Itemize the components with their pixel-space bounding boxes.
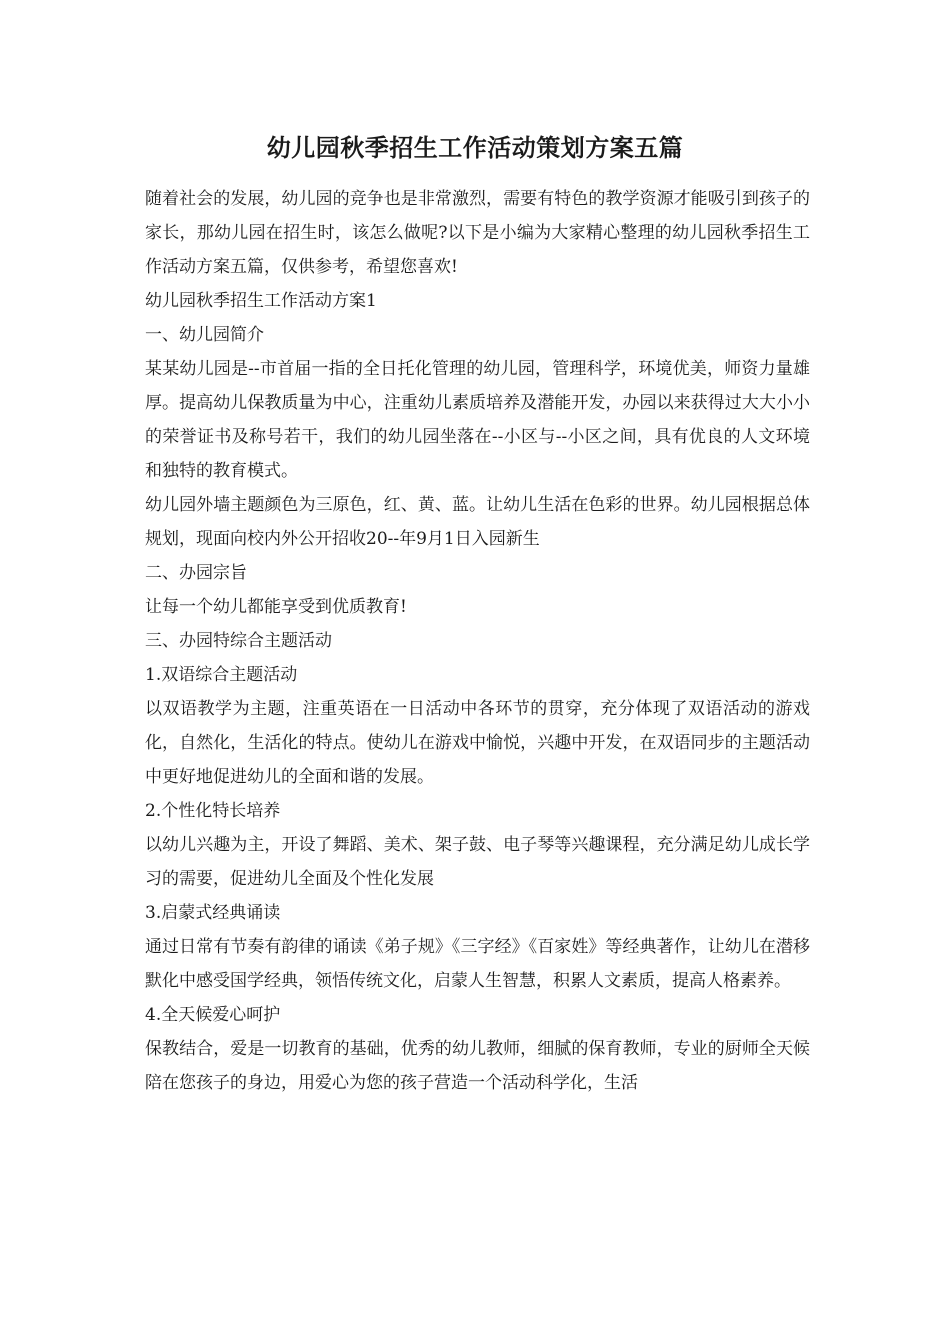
paragraph-talent: 以幼儿兴趣为主，开设了舞蹈、美术、架子鼓、电子琴等兴趣课程，充分满足幼儿成长学习的需要，促进幼儿全面及个性化发展	[145, 835, 810, 889]
paragraph-wall-colors: 幼儿园外墙主题颜色为三原色，红、黄、蓝。让幼儿生活在色彩的世界。幼儿园根据总体规划，现面向校内外公开招收20--年9月1日入园新生	[145, 495, 810, 549]
paragraph-care: 保教结合，爱是一切教育的基础，优秀的幼儿教师，细腻的保育教师，专业的厨师全天候陪在您孩子的身边，用爱心为您的孩子营造一个活动科学化，生活	[145, 1039, 810, 1093]
document-title: 幼儿园秋季招生工作活动策划方案五篇	[266, 133, 684, 162]
paragraph-classics: 通过日常有节奏有韵律的诵读《弟子规》《三字经》《百家姓》等经典著作，让幼儿在潜移默化中感受国学经典，领悟传统文化，启蒙人生智慧，积累人文素质，提高人格素养。	[145, 937, 810, 991]
paragraph-purpose: 让每一个幼儿都能享受到优质教育!	[145, 597, 407, 617]
paragraph-bilingual: 以双语教学为主题，注重英语在一日活动中各环节的贯穿，充分体现了双语活动的游戏化，自然化，生活化的特点。使幼儿在游戏中愉悦，兴趣中开发，在双语同步的主题活动中更好地促进幼儿的全面和谐的发展。	[145, 699, 810, 787]
paragraph-intro: 随着社会的发展，幼儿园的竞争也是非常激烈，需要有特色的教学资源才能吸引到孩子的家长，那幼儿园在招生时，该怎么做呢?以下是小编为大家精心整理的幼儿园秋季招生工作活动方案五篇，仅供参考，希望您喜欢!	[145, 189, 810, 277]
subheading-talent: 2.个性化特长培养	[145, 801, 281, 821]
subheading-bilingual: 1.双语综合主题活动	[145, 665, 298, 685]
paragraph-kindergarten-intro: 某某幼儿园是--市首届一指的全日托化管理的幼儿园，管理科学，环境优美，师资力量雄厚。提高幼儿保教质量为中心，注重幼儿素质培养及潜能开发，办园以来获得过大大小小的荣誉证书及称号若干，我们的幼儿园坐落在--小区与--小区之间，具有优良的人文环境和独特的教育模式。	[145, 359, 810, 481]
section-heading-activities: 三、办园特综合主题活动	[145, 631, 332, 651]
document-body	[145, 182, 810, 1100]
subheading-classics: 3.启蒙式经典诵读	[145, 903, 281, 923]
subheading-care: 4.全天候爱心呵护	[145, 1005, 281, 1025]
section-heading-purpose: 二、办园宗旨	[145, 563, 247, 583]
section-heading-plan-1: 幼儿园秋季招生工作活动方案1	[145, 291, 377, 311]
section-heading-intro: 一、幼儿园简介	[145, 325, 264, 345]
